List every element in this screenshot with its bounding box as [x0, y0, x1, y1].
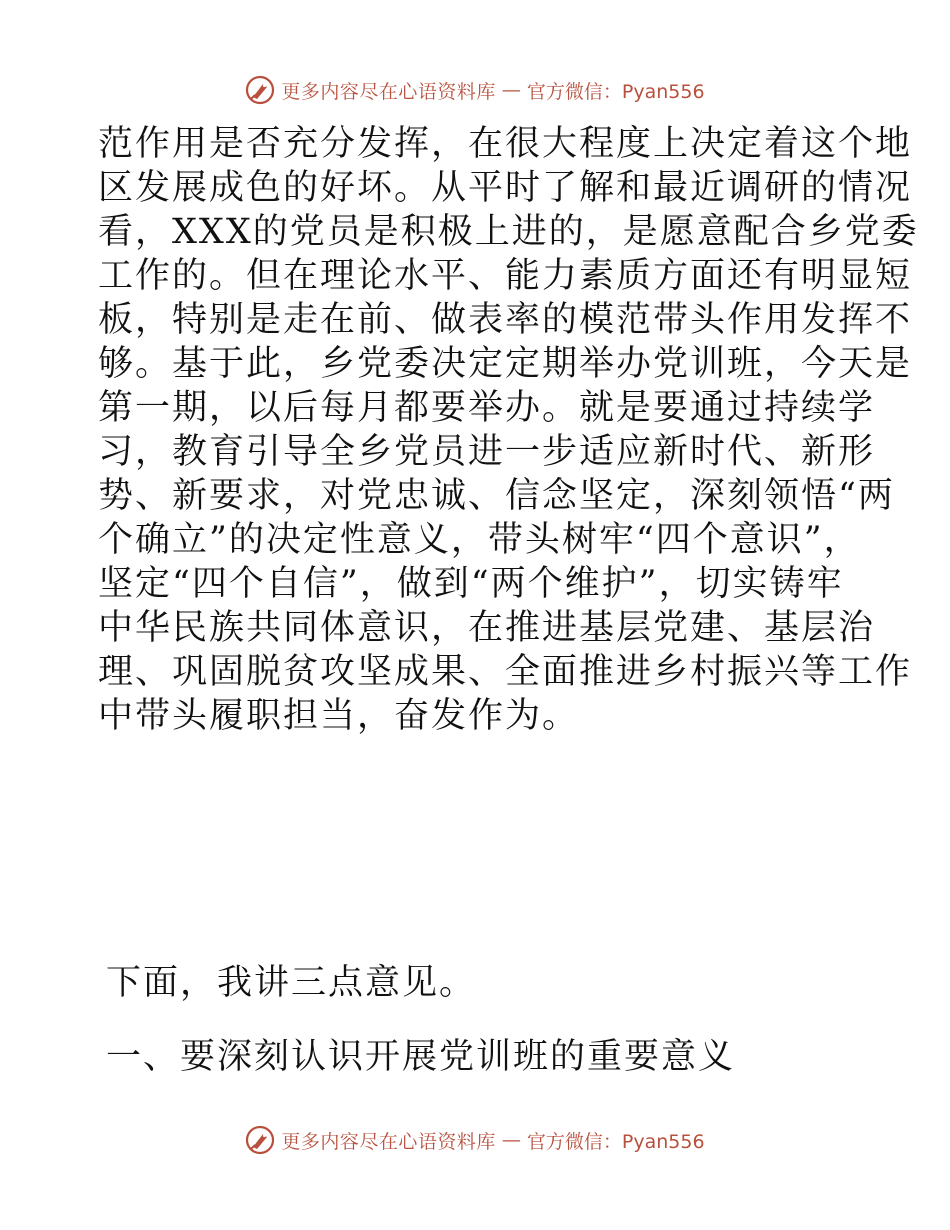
paragraph: [98, 122, 919, 738]
banner-wechat-id: 官方微信：Pyan556: [526, 1130, 705, 1153]
text-line: 工作的。但在理论水平、能力素质方面还有明显短: [98, 256, 913, 296]
text-line: 够。基于此，乡党委决定定期举办党训班，今天是: [98, 344, 913, 384]
pen-nib-logo-icon: [245, 1125, 275, 1155]
pen-nib-logo-icon: [245, 75, 275, 105]
banner-wechat-id: 官方微信：Pyan556: [526, 80, 705, 103]
text-line: 区发展成色的好坏。从平时了解和最近调研的情况: [98, 168, 913, 208]
document-body: [98, 122, 919, 738]
text-line: 看，XXX的党员是积极上进的，是愿意配合乡党委: [98, 212, 919, 252]
banner-separator: —: [501, 79, 521, 101]
text-line: 中华民族共同体意识，在推进基层党建、基层治: [98, 608, 876, 648]
text-line: 坚定“四个自信”，做到“两个维护”，切实铸牢: [98, 564, 844, 604]
text-line: 中带头履职担当，奋发作为。: [98, 696, 580, 736]
text-line: 势、新要求，对党忠诚、信念坚定，深刻领悟“两: [98, 476, 895, 516]
text-line: 习，教育引导全乡党员进一步适应新时代、新形: [98, 432, 876, 472]
text-line: 范作用是否充分发挥，在很大程度上决定着这个地: [98, 124, 913, 164]
banner-title: 更多内容尽在心语资料库: [281, 1130, 496, 1153]
section-heading: 一、要深刻认识开展党训班的重要意义: [106, 1037, 736, 1077]
text-line: 板，特别是走在前、做表率的模范带头作用发挥不: [98, 300, 913, 340]
intro-sentence: 下面，我讲三点意见。: [106, 963, 477, 1003]
header-banner: [0, 70, 950, 110]
text-line: 理、巩固脱贫攻坚成果、全面推进乡村振兴等工作: [98, 652, 913, 692]
footer-banner: [0, 1120, 950, 1160]
banner-title: 更多内容尽在心语资料库: [281, 80, 496, 103]
text-line: 第一期，以后每月都要举办。就是要通过持续学: [98, 388, 876, 428]
banner-separator: —: [501, 1129, 521, 1151]
text-line: 个确立”的决定性意义，带头树牢“四个意识”，: [98, 520, 861, 560]
